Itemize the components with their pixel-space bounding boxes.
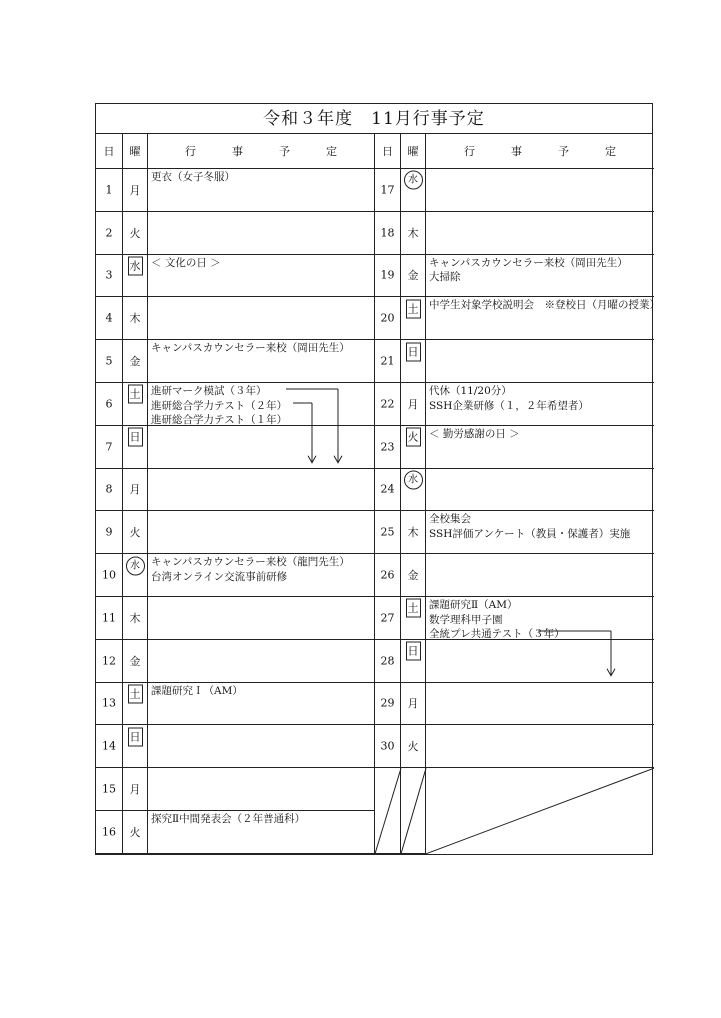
left-day-cell — [96, 811, 123, 854]
weekday-label: 金 — [407, 269, 419, 283]
weekday-label: 火 — [129, 226, 141, 240]
left-weekday-cell — [123, 597, 148, 640]
weekday-circled-label: 水 — [404, 171, 423, 190]
right-day-cell — [375, 725, 401, 768]
weekday-boxed-label: 土 — [406, 599, 421, 618]
left-weekday-cell — [123, 768, 148, 811]
event-item: 全統プレ共通テスト（３年） — [429, 628, 565, 640]
event-item: 進研総合学力テスト（１年） — [151, 414, 288, 426]
weekday-label: 火 — [407, 740, 419, 754]
day-number: 3 — [105, 268, 113, 282]
right-day-cell — [375, 426, 401, 469]
header-weekday-right: 曜 — [401, 134, 426, 169]
left-weekday-cell — [123, 725, 148, 768]
right-weekday-cell — [401, 212, 426, 255]
left-events-cell — [148, 255, 375, 298]
right-weekday-cell — [401, 597, 426, 640]
event-item: 進研マーク模試（３年） — [151, 385, 267, 397]
left-weekday-cell — [123, 212, 148, 255]
right-events-cell — [426, 683, 654, 726]
left-events-cell — [148, 768, 375, 811]
left-events-cell — [148, 297, 375, 340]
left-weekday-cell — [123, 469, 148, 512]
event-item: 課題研究Ｉ（AM） — [151, 684, 243, 697]
right-day-cell — [375, 255, 401, 298]
event-item: 代休（11/20分） — [429, 385, 512, 397]
day-number: 18 — [380, 226, 395, 240]
right-weekday-cell — [401, 725, 426, 768]
event-item: キャンパスカウンセラー来校（岡田先生） — [429, 256, 628, 269]
weekday-label: 月 — [407, 697, 419, 711]
weekday-boxed-label: 日 — [406, 342, 421, 361]
page-title: 令和３年度 11月行事予定 — [96, 104, 652, 134]
day-number: 11 — [102, 611, 116, 625]
left-events-cell — [148, 212, 375, 255]
weekday-boxed-label: 日 — [406, 642, 421, 661]
weekday-label: 火 — [129, 825, 141, 839]
day-number: 9 — [105, 525, 113, 539]
header-weekday: 曜 — [123, 134, 148, 169]
left-day-cell — [96, 554, 123, 597]
day-number: 29 — [380, 696, 395, 710]
event-item: SSH企業研修（１，２年希望者） — [429, 399, 589, 412]
right-events-cell — [426, 255, 654, 298]
left-weekday-cell — [123, 383, 148, 426]
left-weekday-cell — [123, 554, 148, 597]
day-number: 25 — [380, 525, 395, 539]
right-events-cell — [426, 169, 654, 212]
day-number: 17 — [380, 183, 395, 197]
event-item: 進研総合学力テスト（２年） — [151, 399, 288, 412]
weekday-label: 月 — [129, 183, 141, 197]
right-day-cell — [375, 169, 401, 212]
left-day-cell — [96, 383, 123, 426]
event-item: ＜ 勤労感謝の日 ＞ — [429, 427, 520, 440]
event-item: 探究Ⅱ中間発表会（２年普通科） — [151, 813, 306, 825]
right-day-cell — [375, 297, 401, 340]
right-day-cell — [375, 383, 401, 426]
left-day-cell — [96, 683, 123, 726]
day-number: 12 — [102, 654, 116, 668]
right-weekday-cell — [401, 255, 426, 298]
day-number: 4 — [105, 311, 113, 325]
weekday-label: 月 — [129, 483, 141, 497]
right-day-cell — [375, 640, 401, 683]
right-weekday-cell — [401, 511, 426, 554]
event-item: 台湾オンライン交流事前研修 — [151, 570, 288, 583]
header-day-right: 日 — [375, 134, 401, 169]
day-number: 20 — [380, 311, 395, 325]
right-weekday-cell — [401, 469, 426, 512]
left-day-cell — [96, 511, 123, 554]
left-day-cell — [96, 340, 123, 383]
day-number: 16 — [102, 825, 116, 839]
weekday-label: 木 — [129, 312, 141, 326]
weekday-boxed-label: 日 — [128, 727, 143, 746]
left-day-cell — [96, 255, 123, 298]
day-number: 1 — [105, 183, 113, 197]
left-weekday-cell — [123, 511, 148, 554]
right-events-cell — [426, 212, 654, 255]
left-weekday-cell — [123, 255, 148, 298]
day-number: 28 — [380, 654, 395, 668]
weekday-boxed-label: 土 — [128, 684, 143, 703]
weekday-boxed-label: 水 — [128, 256, 143, 275]
right-events-cell — [426, 340, 654, 383]
left-weekday-cell — [123, 811, 148, 854]
day-number: 27 — [380, 611, 395, 625]
day-number: 21 — [380, 354, 395, 368]
left-day-cell — [96, 469, 123, 512]
weekday-label: 木 — [407, 526, 419, 540]
event-item: 全校集会 — [429, 513, 471, 526]
left-day-cell — [96, 297, 123, 340]
left-events-cell — [148, 383, 375, 426]
left-weekday-cell — [123, 340, 148, 383]
left-events-cell — [148, 511, 375, 554]
weekday-boxed-label: 日 — [128, 428, 143, 447]
weekday-boxed-label: 火 — [406, 428, 421, 447]
event-item: キャンパスカウンセラー来校（岡田先生） — [151, 342, 350, 355]
event-item: ＜ 文化の日 ＞ — [151, 256, 221, 269]
weekday-label: 月 — [129, 783, 141, 797]
left-day-cell — [96, 597, 123, 640]
left-weekday-cell — [123, 640, 148, 683]
right-day-cell — [375, 683, 401, 726]
left-day-cell — [96, 640, 123, 683]
day-number: 23 — [380, 440, 395, 454]
left-day-cell — [96, 768, 123, 811]
weekday-label: 金 — [407, 569, 419, 583]
day-number: 30 — [380, 739, 395, 753]
left-events-cell — [148, 725, 375, 768]
right-weekday-cell — [401, 340, 426, 383]
weekday-label: 金 — [129, 654, 141, 668]
left-weekday-cell — [123, 169, 148, 212]
weekday-boxed-label: 土 — [128, 385, 143, 404]
day-number: 8 — [105, 482, 113, 496]
day-number: 19 — [380, 268, 395, 282]
right-events-cell — [426, 597, 654, 640]
weekday-label: 木 — [407, 226, 419, 240]
left-events-cell — [148, 640, 375, 683]
right-weekday-cell — [401, 554, 426, 597]
right-weekday-cell — [401, 297, 426, 340]
event-item: キャンパスカウンセラー来校（龍門先生） — [151, 556, 350, 569]
weekday-label: 木 — [129, 611, 141, 625]
right-weekday-cell — [401, 683, 426, 726]
header-events: 行事予定 — [148, 134, 375, 169]
left-events-cell — [148, 340, 375, 383]
left-day-cell — [96, 725, 123, 768]
right-day-cell — [375, 212, 401, 255]
day-number: 6 — [105, 397, 113, 411]
day-number: 5 — [105, 354, 113, 368]
left-events-cell — [148, 554, 375, 597]
left-weekday-cell — [123, 426, 148, 469]
left-events-cell — [148, 426, 375, 469]
day-number: 2 — [105, 226, 113, 240]
right-weekday-cell — [401, 426, 426, 469]
right-weekday-cell — [401, 640, 426, 683]
day-number: 24 — [380, 482, 395, 496]
weekday-circled-label: 水 — [404, 470, 423, 489]
right-filler-weekday — [401, 768, 426, 854]
day-number: 13 — [102, 696, 116, 710]
right-events-cell — [426, 725, 654, 768]
left-events-cell — [148, 169, 375, 212]
left-day-cell — [96, 212, 123, 255]
left-events-cell — [148, 683, 375, 726]
event-item: 数学理科甲子園 — [429, 613, 503, 626]
right-day-cell — [375, 340, 401, 383]
right-weekday-cell — [401, 383, 426, 426]
right-events-cell — [426, 511, 654, 554]
right-events-cell — [426, 640, 654, 683]
weekday-circled-label: 水 — [126, 556, 145, 575]
event-item: 中学生対象学校説明会 ※登校日（月曜の授業） — [429, 299, 660, 312]
event-item: 更衣（女子冬服） — [151, 171, 235, 183]
left-events-cell — [148, 811, 375, 854]
event-item: SSH評価アンケート（教員・保護者）実施 — [429, 527, 631, 540]
header-day: 日 — [96, 134, 123, 169]
right-events-cell — [426, 383, 654, 426]
right-day-cell — [375, 511, 401, 554]
right-day-cell — [375, 554, 401, 597]
day-number: 22 — [380, 397, 395, 411]
right-events-cell — [426, 469, 654, 512]
day-number: 7 — [105, 440, 113, 454]
day-number: 14 — [102, 739, 116, 753]
right-day-cell — [375, 469, 401, 512]
right-filler-events — [426, 768, 654, 854]
schedule-sheet — [95, 103, 660, 855]
left-events-cell — [148, 597, 375, 640]
left-weekday-cell — [123, 297, 148, 340]
right-day-cell — [375, 597, 401, 640]
right-filler-day — [375, 768, 401, 854]
day-number: 10 — [102, 568, 116, 582]
header-events-right: 行事予定 — [426, 134, 654, 169]
schedule-table — [96, 134, 660, 854]
weekday-boxed-label: 土 — [406, 299, 421, 318]
weekday-label: 火 — [129, 526, 141, 540]
day-number: 15 — [102, 782, 116, 796]
event-item: 大掃除 — [429, 271, 461, 284]
day-number: 26 — [380, 568, 395, 582]
left-events-cell — [148, 469, 375, 512]
left-day-cell — [96, 426, 123, 469]
left-weekday-cell — [123, 683, 148, 726]
weekday-label: 月 — [407, 397, 419, 411]
event-item: 課題研究Ⅱ（AM） — [429, 599, 518, 611]
left-day-cell — [96, 169, 123, 212]
weekday-label: 金 — [129, 355, 141, 369]
right-events-cell — [426, 297, 660, 340]
right-events-cell — [426, 554, 654, 597]
right-weekday-cell — [401, 169, 426, 212]
right-events-cell — [426, 426, 654, 469]
